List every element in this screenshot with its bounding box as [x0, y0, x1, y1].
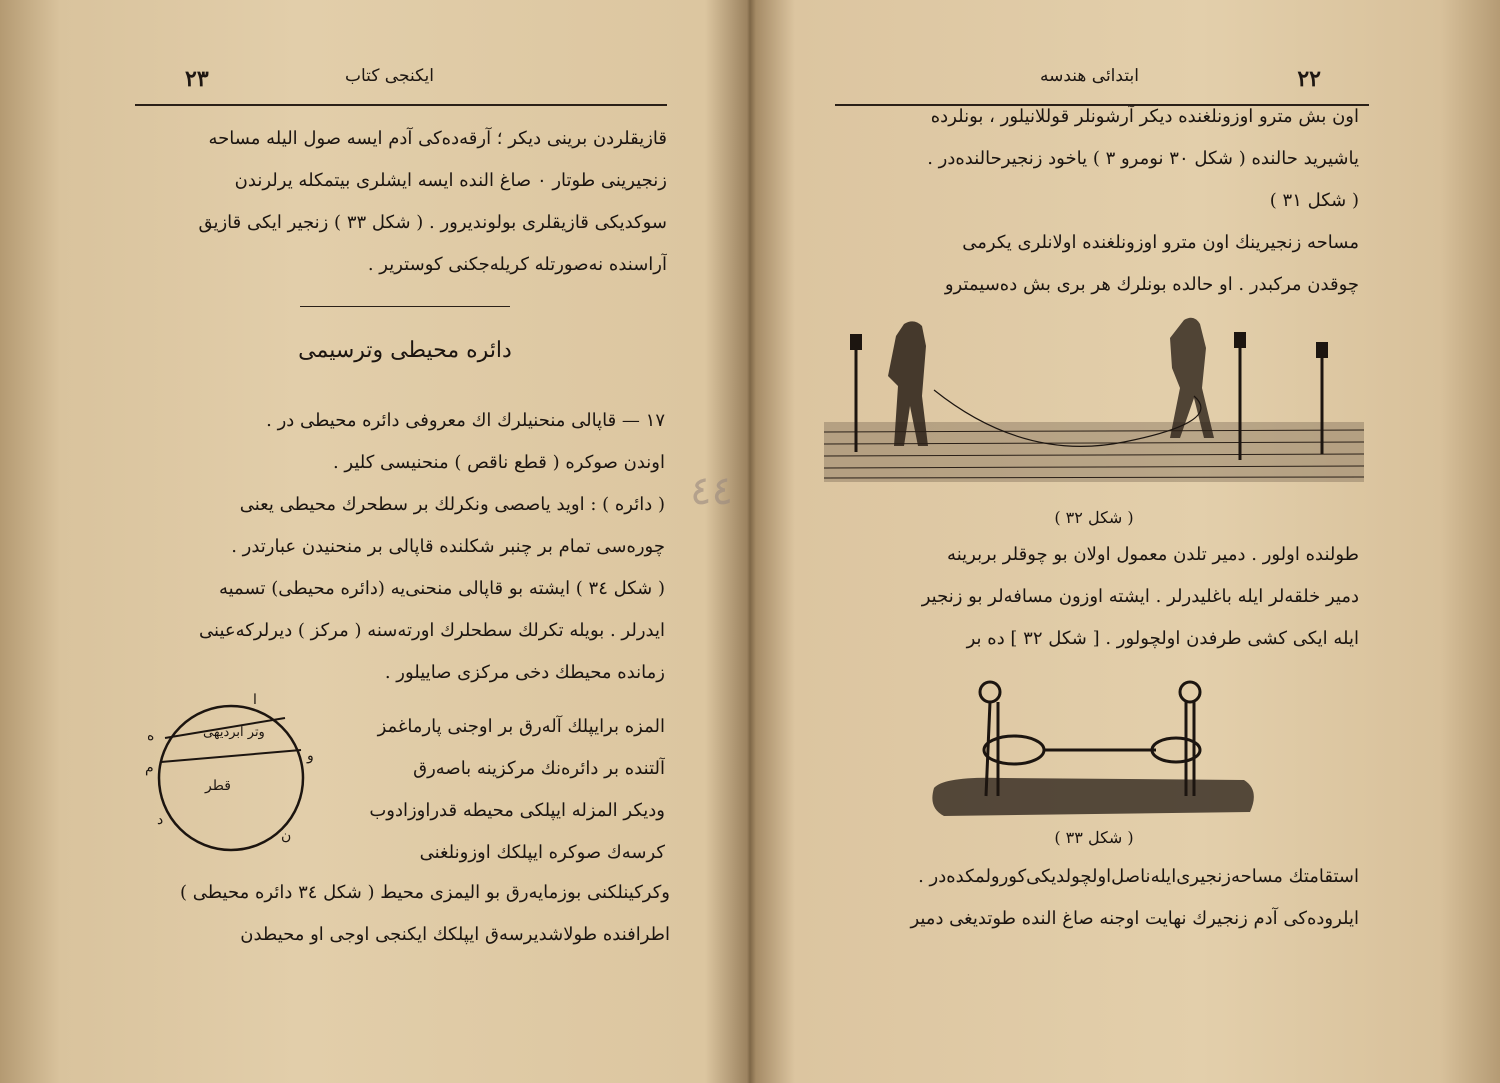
left-side-text	[335, 706, 665, 874]
text-line: كرسه‌ك صوكره ایپلكك اوزونلغنی	[419, 842, 665, 863]
diameter-label: قطر	[205, 778, 231, 794]
text-line: وكركینلكنی بوزمایه‌رق بو الیمزی محیط ( شكل ٣٤ دائره محیطی )	[180, 882, 670, 903]
text-line: ایلروده‌كی آدم زنجیرك نهایت اوجنه صاغ النده طوتدیغی دمیر	[910, 908, 1359, 929]
text-line: ودیكر المزله ایپلكی محیطه قدراوزادوب	[369, 800, 665, 821]
text-line: ایدرلر . بویله تكرلك سطحلرك اورته‌سنه ( مركز ) دیرلركه‌عینی	[199, 620, 665, 641]
text-line: ( شكل ٣٤ ) ایشته بو قاپالی منحنی‌یه (دائره محیطی) تسمیه	[218, 578, 665, 599]
text-line: چوره‌سی تمام بر چنبر شكلنده قاپالی بر منحنیدن عبارتدر .	[231, 536, 665, 557]
chord-label: وتر ابردیهی	[203, 725, 265, 740]
left-paragraph	[150, 400, 665, 694]
chain-link-engraving	[924, 676, 1264, 826]
text-line: ایله ایكی كشی طرفدن اولچولور . [ شكل ٣٢ ] ده بر	[966, 628, 1359, 649]
text-line: آراسنده نه‌صورتله كریله‌جكنی كوستریر .	[367, 254, 667, 275]
figure-32-caption: ( شكل ٣٢ )	[1054, 508, 1134, 527]
right-middle-text	[834, 534, 1359, 660]
text-line: اطرافنده طولاشدیرسه‌ق ایپلكك ایكنجی اوجی او محیطدن	[240, 924, 670, 945]
text-line: المزه برایپلك آله‌رق بر اوجنی پارماغمز	[377, 716, 665, 737]
text-line: ( دائره ) : اوید یاصصی ونكرلك بر سطحرك محیطی یعنی	[239, 494, 665, 515]
circle-figure	[135, 690, 325, 860]
point-label: ه	[147, 728, 155, 744]
text-line: دمیر خلقه‌لر ایله باغلیدرلر . ایشته اوزون مسافه‌لر بو زنجیر	[921, 586, 1359, 607]
text-line: اون بش مترو اوزونلغنده دیكر آرشونلر قوللانیلور ، بونلرده	[930, 106, 1359, 127]
point-label: م	[145, 760, 154, 776]
point-label: ا	[253, 692, 257, 708]
text-line: اوندن صوكره ( قطع ناقص ) منحنیسی كلیر .	[332, 452, 665, 473]
text-line: چوقدن مركبدر . او حالده بونلرك هر بری بش ده‌سیمترو	[944, 274, 1359, 295]
text-line: مساحه زنجیرینك اون مترو اوزونلغنده اولانلری یكرمی	[962, 232, 1359, 253]
figure-33-caption: ( شكل ٣٣ )	[1054, 828, 1134, 847]
right-page	[752, 0, 1500, 1083]
section-heading: دائره محیطی وترسیمی	[298, 338, 512, 363]
text-line: یاشیرید حالنده ( شكل ٣٠ نومرو ٣ ) یاخود زنجیرحالنده‌در .	[927, 148, 1359, 169]
left-page	[0, 0, 748, 1083]
right-running-head: ابتدائی هندسه	[1040, 66, 1139, 86]
point-label: ن	[281, 828, 292, 844]
text-line: ١٧ — قاپالی منحنیلرك اك معروفی دائره محیطی در .	[266, 410, 665, 431]
text-line: سوكدیكی قازیقلری بولوندیرور . ( شكل ٣٣ ) زنجیر ایكی قازیق	[198, 212, 667, 233]
text-line: ( شكل ٣١ )	[1269, 190, 1359, 211]
text-line: قازیقلردن برینی دیكر ؛ آرقه‌ده‌كی آدم ایسه صول الیله مساحه	[208, 128, 667, 149]
text-line: آلتنده بر دائره‌نك مركزینه باصه‌رق	[413, 758, 665, 779]
text-line: زمانده محیطك دخی مركزی صاییلور .	[384, 662, 665, 683]
point-label: د	[157, 812, 164, 828]
left-top-text	[145, 118, 667, 286]
text-line: زنجیرینی طوتار ٠ صاغ النده ایسه ایشلری بیتمكله یرلرندن	[234, 170, 667, 191]
left-page-header	[135, 60, 667, 106]
text-line: استقامتك مساحه‌زنجیری‌ایله‌ناصل‌اولچولدیكی‌كورولمكده‌در .	[918, 866, 1359, 887]
surveyors-engraving	[824, 312, 1364, 502]
right-bottom-text	[834, 856, 1359, 940]
margin-pencil-mark: ٤٤	[690, 468, 733, 514]
left-page-number: ٢٣	[185, 66, 209, 92]
right-page-number: ٢٢	[1297, 66, 1321, 92]
section-divider	[300, 306, 510, 307]
left-running-head: ایكنجی كتاب	[345, 66, 434, 86]
left-bottom-text	[150, 872, 670, 956]
text-line: طولنده اولور . دمیر تلدن معمول اولان بو چوقلر بربرینه	[947, 544, 1359, 565]
right-top-text	[834, 96, 1359, 306]
point-label: و	[307, 748, 314, 764]
